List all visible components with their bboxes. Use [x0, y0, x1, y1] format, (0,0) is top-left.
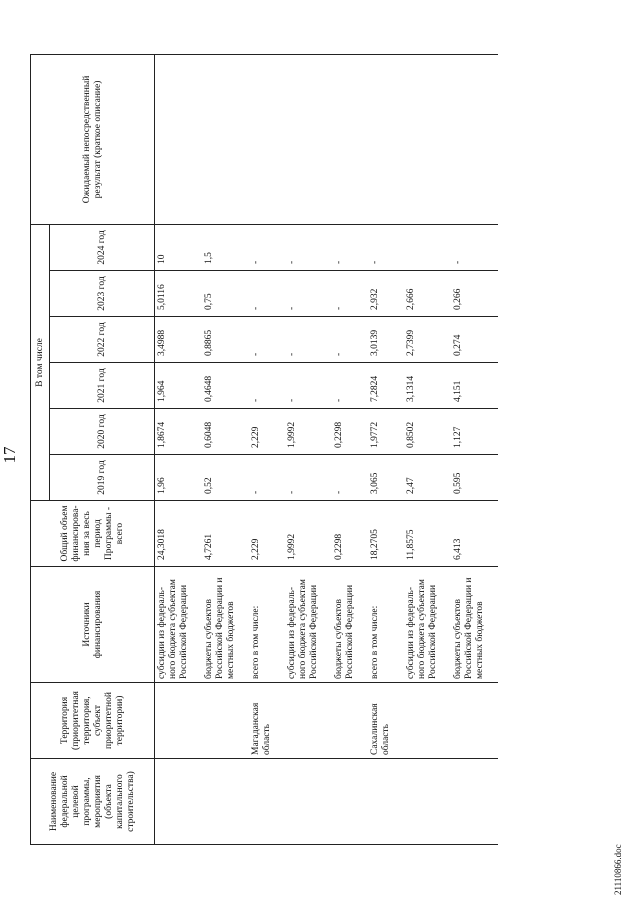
cell-territory — [451, 683, 498, 759]
cell-total: 6,413 — [451, 501, 498, 567]
cell-2019: 1,96 — [155, 455, 203, 501]
cell-territory — [155, 683, 203, 759]
cell-2020: 1,127 — [451, 409, 498, 455]
cell-2024: - — [368, 224, 404, 270]
cell-territory — [202, 683, 249, 759]
cell-total: 2,229 — [249, 501, 285, 567]
cell-source: субсидии из федераль-ного бюджета субъектам Российской Федерации — [155, 567, 203, 683]
cell-source: субсидии из федераль-ного бюджета субъектам Российской Федерации — [404, 567, 451, 683]
cell-2024 — [404, 224, 451, 270]
cell-total: 11,8575 — [404, 501, 451, 567]
cell-2019: 0,52 — [202, 455, 249, 501]
cell-result — [451, 54, 498, 224]
cell-2024: - — [332, 224, 368, 270]
header-year-2021: 2021 год — [50, 363, 155, 409]
cell-name — [285, 759, 332, 845]
cell-2024: - — [451, 224, 498, 270]
cell-territory — [285, 683, 332, 759]
cell-result — [202, 54, 249, 224]
financing-table — [30, 54, 498, 845]
header-territory: Территория (приоритетная территория, субъект приоритетной территории) — [31, 683, 155, 759]
table-row — [368, 54, 404, 844]
cell-2023: - — [249, 271, 285, 317]
cell-2021: - — [285, 363, 332, 409]
cell-2021: - — [332, 363, 368, 409]
cell-2019: - — [285, 455, 332, 501]
cell-result — [249, 54, 285, 224]
cell-2019: - — [332, 455, 368, 501]
table-row — [249, 54, 285, 844]
header-year-2023: 2023 год — [50, 271, 155, 317]
cell-source: субсидии из федераль-ного бюджета субъектам Российской Федерации — [285, 567, 332, 683]
cell-name — [155, 759, 203, 845]
header-result: Ожидаемый непосредственный результат (краткое описание) — [31, 54, 155, 224]
table-row — [155, 54, 203, 844]
cell-2020: 1,8674 — [155, 409, 203, 455]
cell-result — [285, 54, 332, 224]
footer-doc-name: 21110866.doc — [613, 844, 623, 895]
table-row — [404, 54, 451, 844]
table-row — [332, 54, 368, 844]
header-year-2020: 2020 год — [50, 409, 155, 455]
cell-2022: 3,0139 — [368, 317, 404, 363]
cell-2023: 5,0116 — [155, 271, 203, 317]
cell-source: всего в том числе: — [368, 567, 404, 683]
cell-result — [368, 54, 404, 224]
cell-source: бюджеты субъектов Российской Федерации — [332, 567, 368, 683]
cell-name — [451, 759, 498, 845]
table-row — [285, 54, 332, 844]
cell-territory — [332, 683, 368, 759]
cell-2021: 1,964 — [155, 363, 203, 409]
cell-2023: 0,266 — [451, 271, 498, 317]
cell-2019: 2,47 — [404, 455, 451, 501]
cell-2022: 2,7399 — [404, 317, 451, 363]
cell-2019: 3,065 — [368, 455, 404, 501]
cell-2023: 2,932 — [368, 271, 404, 317]
cell-name — [249, 759, 285, 845]
header-name: Наименование федеральной целевой программы, мероприятия (объекта капитального строительства) — [31, 759, 155, 845]
cell-source: всего в том числе: — [249, 567, 285, 683]
cell-source: бюджеты субъектов Российской Федерации и местных бюджетов — [451, 567, 498, 683]
cell-name — [368, 759, 404, 845]
header-year-2022: 2022 год — [50, 317, 155, 363]
cell-2023: - — [332, 271, 368, 317]
cell-2020: 0,6048 — [202, 409, 249, 455]
header-total: Общий объем финансирова-ния за весь период Программы - всего — [31, 501, 155, 567]
table-row — [451, 54, 498, 844]
cell-2024: - — [249, 224, 285, 270]
cell-total: 0,2298 — [332, 501, 368, 567]
cell-total: 4,7261 — [202, 501, 249, 567]
cell-2021: 7,2824 — [368, 363, 404, 409]
table-header-row — [31, 54, 50, 844]
header-year-2019: 2019 год — [50, 455, 155, 501]
header-including: В том числе — [31, 224, 50, 500]
cell-2019: 0,595 — [451, 455, 498, 501]
cell-territory — [404, 683, 451, 759]
cell-2020: 1,9992 — [285, 409, 332, 455]
cell-2024: 10 — [155, 224, 203, 270]
cell-2023: 2,666 — [404, 271, 451, 317]
cell-2022: - — [285, 317, 332, 363]
cell-name — [202, 759, 249, 845]
cell-2024: 1,5 — [202, 224, 249, 270]
cell-2024: - — [285, 224, 332, 270]
cell-source: бюджеты субъектов Российской Федерации и местных бюджетов — [202, 567, 249, 683]
cell-2021: 4,151 — [451, 363, 498, 409]
cell-2021: - — [249, 363, 285, 409]
cell-total: 18,2705 — [368, 501, 404, 567]
cell-result — [155, 54, 203, 224]
cell-name — [404, 759, 451, 845]
cell-total: 24,3018 — [155, 501, 203, 567]
header-source: Источники финансирования — [31, 567, 155, 683]
cell-2022: 0,8865 — [202, 317, 249, 363]
cell-2020: 1,9772 — [368, 409, 404, 455]
cell-result — [404, 54, 451, 224]
cell-2021: 3,1314 — [404, 363, 451, 409]
cell-2020: 0,2298 — [332, 409, 368, 455]
cell-territory: Сахалинская область — [368, 683, 404, 759]
cell-2020: 0,8502 — [404, 409, 451, 455]
cell-2022: 0,274 — [451, 317, 498, 363]
cell-2023: 0,75 — [202, 271, 249, 317]
cell-2021: 0,4648 — [202, 363, 249, 409]
cell-result — [332, 54, 368, 224]
cell-2023: - — [285, 271, 332, 317]
cell-2022: - — [249, 317, 285, 363]
page-number: 17 — [0, 446, 19, 464]
cell-2019: - — [249, 455, 285, 501]
cell-total: 1,9992 — [285, 501, 332, 567]
table-body — [155, 54, 499, 844]
cell-territory: Магаданская область — [249, 683, 285, 759]
cell-2020: 2,229 — [249, 409, 285, 455]
cell-2022: 3,4988 — [155, 317, 203, 363]
table-row — [202, 54, 249, 844]
cell-name — [332, 759, 368, 845]
cell-2022: - — [332, 317, 368, 363]
header-year-2024: 2024 год — [50, 224, 155, 270]
